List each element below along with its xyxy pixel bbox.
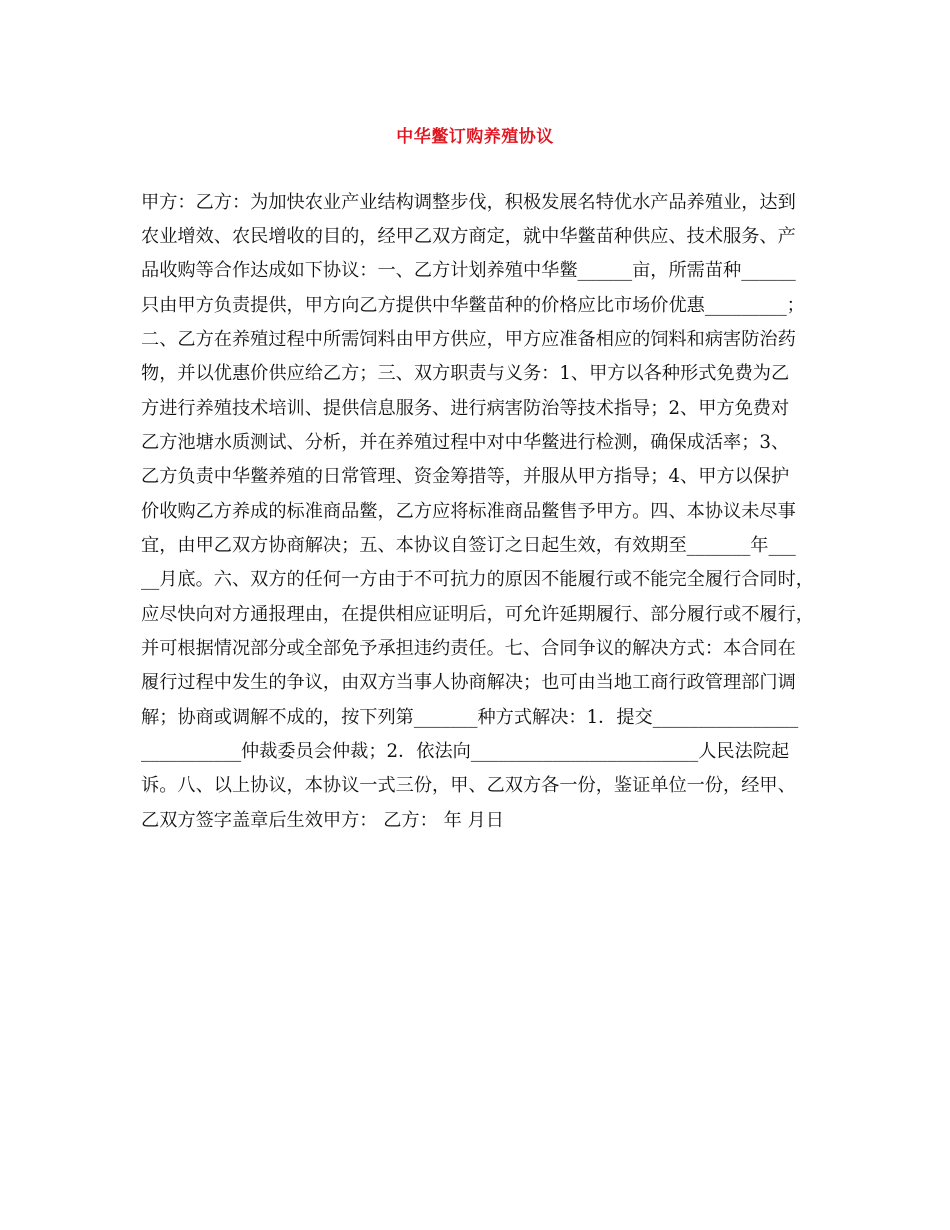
signature-date-line: 乙双方签字盖章后生效甲方： 乙方： 年 月日 bbox=[141, 810, 504, 831]
agreement-text-line: 品收购等合作达成如下协议：一、乙方计划养殖中华鳖______亩，所需苗种______ bbox=[141, 260, 796, 281]
agreement-text-line: 方进行养殖技术培训、提供信息服务、进行病害防治等技术指导；2、甲方免费对 bbox=[141, 398, 790, 419]
document-title: 中华鳖订购养殖协议 bbox=[396, 127, 554, 147]
agreement-text-line: 乙方负责中华鳖养殖的日常管理、资金筹措等，并服从甲方指导；4、甲方以保护 bbox=[141, 466, 790, 487]
agreement-text-line: 诉。八、以上协议，本协议一式三份，甲、乙双方各一份，鉴证单位一份，经甲、 bbox=[141, 775, 796, 796]
agreement-text-line: __月底。六、双方的任何一方由于不可抗力的原因不能履行或不能完全履行合同时， bbox=[141, 569, 814, 590]
agreement-text-line: 履行过程中发生的争议，由双方当事人协商解决；也可由当地工商行政管理部门调 bbox=[141, 672, 796, 693]
agreement-text-line: 二、乙方在养殖过程中所需饲料由甲方供应，甲方应准备相应的饲料和病害防治药 bbox=[141, 329, 796, 350]
agreement-text-line: 物，并以优惠价供应给乙方；三、双方职责与义务：1、甲方以各种形式免费为乙 bbox=[141, 363, 790, 384]
agreement-text-line: 解；协商或调解不成的，按下列第_______种方式解决：1．提交________________ bbox=[141, 707, 799, 728]
agreement-text-line: 并可根据情况部分或全部免予承担违约责任。七、合同争议的解决方式：本合同在 bbox=[141, 638, 796, 659]
agreement-text-line: 应尽快向对方通报理由，在提供相应证明后，可允许延期履行、部分履行或不履行， bbox=[141, 604, 814, 625]
agreement-text-line: 只由甲方负责提供，甲方向乙方提供中华鳖苗种的价格应比市场价优惠_________； bbox=[141, 295, 805, 316]
agreement-text-line: 甲方：乙方：为加快农业产业结构调整步伐，积极发展名特优水产品养殖业，达到 bbox=[141, 192, 796, 213]
agreement-text-line: ___________仲裁委员会仲裁；2．依法向_________________________人民法院起 bbox=[141, 741, 790, 762]
agreement-text-line: 乙方池塘水质测试、分析，并在养殖过程中对中华鳖进行检测，确保成活率；3、 bbox=[141, 432, 790, 453]
agreement-text-line: 价收购乙方养成的标准商品鳖，乙方应将标准商品鳖售予甲方。四、本协议未尽事 bbox=[141, 501, 796, 522]
agreement-text-line: 农业增效、农民增收的目的，经甲乙双方商定，就中华鳖苗种供应、技术服务、产 bbox=[141, 226, 796, 247]
agreement-text-line: 宜，由甲乙双方协商解决；五、本协议自签订之日起生效，有效期至_______年___ bbox=[141, 535, 796, 556]
